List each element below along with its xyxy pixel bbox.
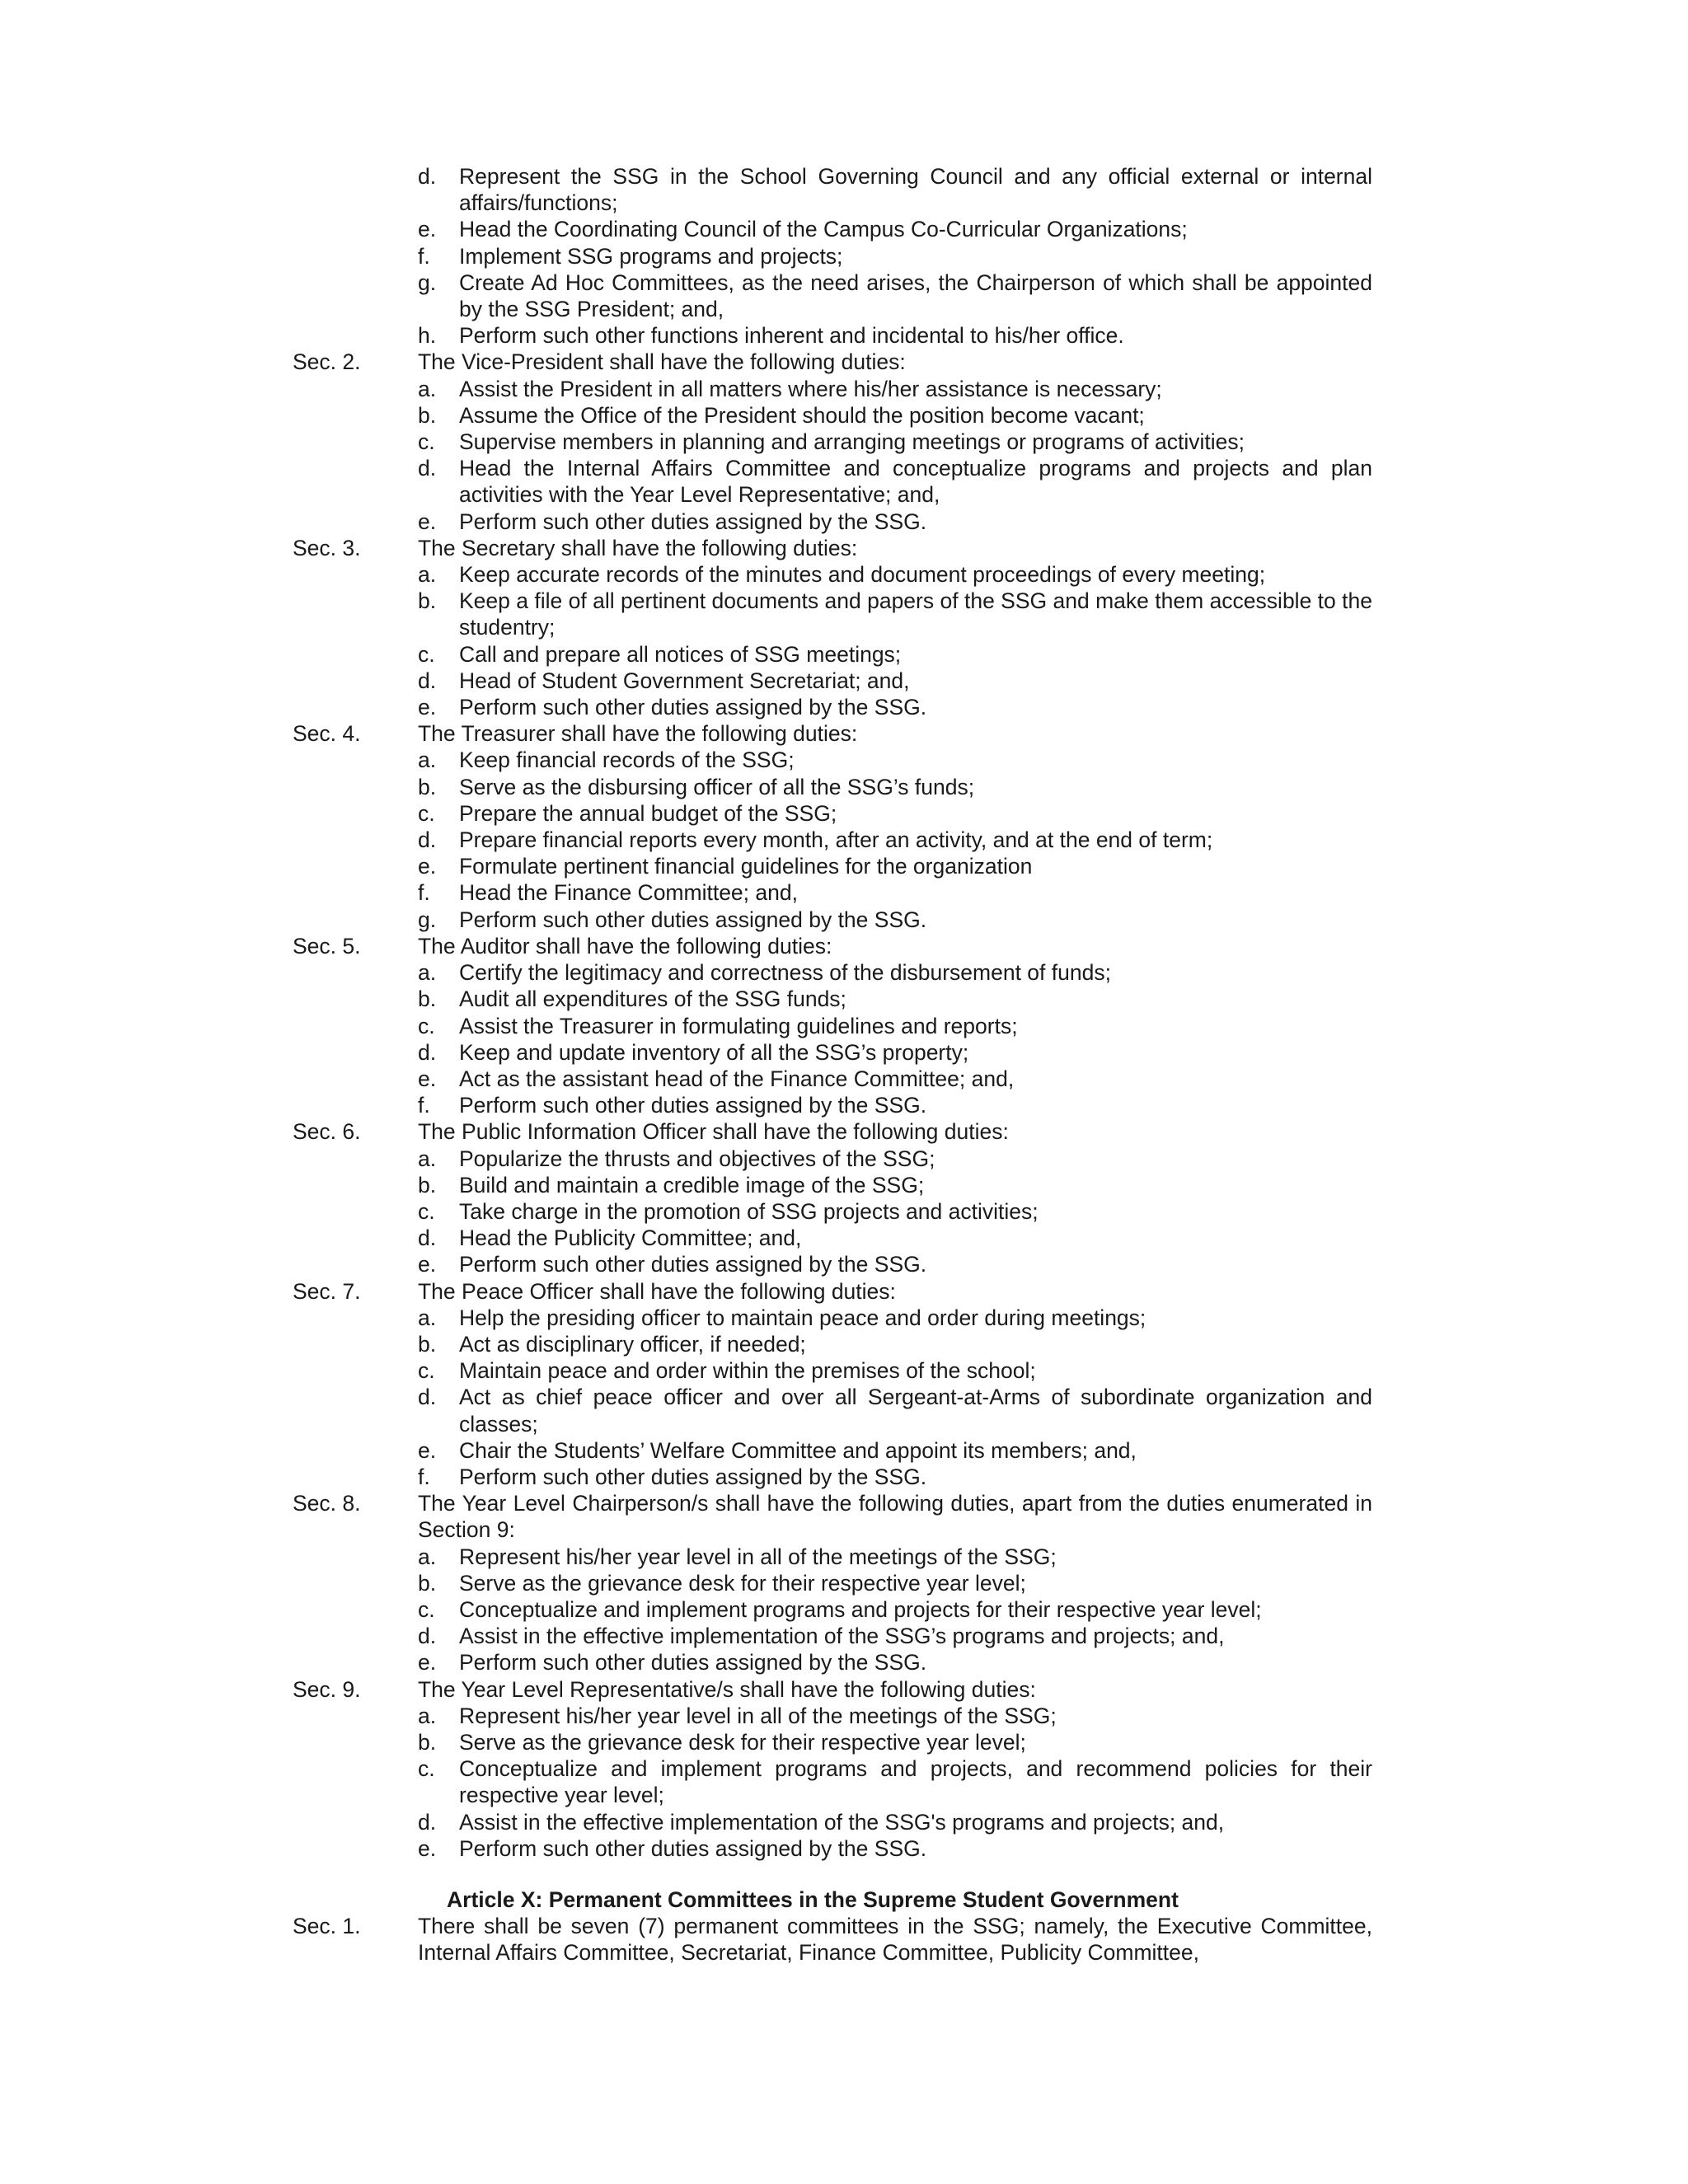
- item-letter: a.: [418, 1305, 437, 1330]
- item-text: Head the Coordinating Council of the Campus Co-Curricular Organizations;: [459, 217, 1188, 242]
- item-text: Supervise members in planning and arranging meetings or programs of activities;: [459, 429, 1245, 455]
- section-intro-text: The Vice-President shall have the following duties:: [418, 349, 906, 375]
- item-text: Perform such other duties assigned by the SSG.: [459, 695, 927, 720]
- list-item: [418, 774, 1372, 800]
- item-letter: e.: [418, 854, 437, 879]
- list-item: [418, 1146, 1372, 1172]
- item-letter: b.: [418, 774, 437, 799]
- item-text: Prepare the annual budget of the SSG;: [459, 800, 837, 826]
- list-item: [418, 1649, 1372, 1675]
- item-text: Call and prepare all notices of SSG meetings;: [459, 641, 902, 667]
- item-text: Perform such other duties assigned by the SSG.: [459, 1835, 927, 1861]
- list-item: [418, 1198, 1372, 1225]
- item-text: Head of Student Government Secretariat; and,: [459, 668, 910, 693]
- list-item: [418, 1437, 1372, 1464]
- section-items: [418, 747, 1372, 932]
- item-text: Perform such other duties assigned by the SSG.: [459, 907, 927, 932]
- item-text: Maintain peace and order within the premises of the school;: [459, 1358, 1036, 1384]
- item-text: Audit all expenditures of the SSG funds;: [459, 987, 846, 1012]
- section-intro: [293, 720, 1372, 747]
- section-items: [418, 959, 1372, 1118]
- item-letter: b.: [418, 402, 437, 428]
- list-item: [418, 1570, 1372, 1596]
- section-public-information-officer: [293, 1118, 1372, 1277]
- continuation-items: [418, 163, 1372, 349]
- list-item: [418, 588, 1372, 640]
- item-text: Keep a file of all pertinent documents and papers of the SSG and make them accessible to the studentry;: [459, 588, 1372, 640]
- list-item: [418, 561, 1372, 588]
- list-item: [418, 1703, 1372, 1729]
- section-intro: [293, 535, 1372, 561]
- list-item: [418, 1251, 1372, 1277]
- item-text: Keep accurate records of the minutes and document proceedings of every meeting;: [459, 562, 1266, 588]
- item-letter: c.: [418, 641, 435, 667]
- item-letter: d.: [418, 1624, 437, 1649]
- list-item: [418, 959, 1372, 986]
- item-letter: d.: [418, 164, 437, 189]
- section-intro-text: The Year Level Representative/s shall have the following duties:: [418, 1676, 1036, 1702]
- section-intro: [293, 1278, 1372, 1305]
- item-text: Formulate pertinent financial guidelines for the organization: [459, 854, 1033, 879]
- item-text: Perform such other duties assigned by the SSG.: [459, 1093, 927, 1118]
- item-text: Certify the legitimacy and correctness of the disbursement of funds;: [459, 960, 1111, 986]
- section-secretary: [293, 535, 1372, 720]
- item-text: Perform such other functions inherent and incidental to his/her office.: [459, 323, 1124, 349]
- item-letter: d.: [418, 1385, 437, 1410]
- item-text: Head the Internal Affairs Committee and conceptualize programs and projects and plan activities with the Year Level Representative; and,: [459, 456, 1372, 508]
- list-item: [418, 986, 1372, 1012]
- list-item: [418, 455, 1372, 508]
- item-letter: d.: [418, 1226, 437, 1251]
- section-label: Sec. 7.: [293, 1278, 361, 1304]
- list-item: [418, 879, 1372, 906]
- item-text: Head the Publicity Committee; and,: [459, 1226, 802, 1251]
- item-letter: f.: [418, 1093, 430, 1118]
- section-intro: [293, 349, 1372, 375]
- item-text: Perform such other duties assigned by the SSG.: [459, 1464, 927, 1489]
- item-text: Assist in the effective implementation of the SSG’s programs and projects; and,: [459, 1624, 1225, 1649]
- item-letter: b.: [418, 1570, 437, 1596]
- section-treasurer: [293, 720, 1372, 933]
- section-year-level-chairperson: [293, 1490, 1372, 1675]
- item-text: Conceptualize and implement programs and projects for their respective year level;: [459, 1596, 1262, 1622]
- item-letter: a.: [418, 960, 437, 986]
- list-item: [418, 668, 1372, 694]
- section-items: [418, 1305, 1372, 1490]
- list-item: [418, 402, 1372, 429]
- item-letter: d.: [418, 668, 437, 693]
- list-item: [418, 429, 1372, 455]
- section-year-level-representative: [293, 1676, 1372, 1862]
- item-letter: c.: [418, 1596, 435, 1622]
- section-label: Sec. 9.: [293, 1676, 361, 1702]
- section-items: [418, 1703, 1372, 1862]
- item-text: Perform such other duties assigned by the SSG.: [459, 509, 927, 534]
- section-label: Sec. 6.: [293, 1119, 361, 1145]
- item-text: Represent his/her year level in all of the meetings of the SSG;: [459, 1703, 1057, 1728]
- item-text: Serve as the disbursing officer of all the SSG’s funds;: [459, 774, 975, 799]
- list-item: [418, 509, 1372, 535]
- section-label: Sec. 4.: [293, 721, 361, 747]
- list-item: [418, 163, 1372, 216]
- section-intro-text: The Treasurer shall have the following duties:: [418, 721, 858, 747]
- item-text: Popularize the thrusts and objectives of the SSG;: [459, 1146, 935, 1171]
- section-label: Sec. 8.: [293, 1491, 361, 1516]
- item-letter: b.: [418, 1729, 437, 1755]
- item-text: Act as disciplinary officer, if needed;: [459, 1331, 806, 1357]
- list-item: [418, 1464, 1372, 1490]
- item-letter: e.: [418, 1066, 437, 1091]
- list-item: [418, 1809, 1372, 1835]
- item-letter: c.: [418, 1013, 435, 1038]
- item-letter: d.: [418, 827, 437, 853]
- section-intro-text: There shall be seven (7) permanent committees in the SSG; namely, the Executive Committee, Internal Affairs Committee, Secretariat, Finance Committee, Publicity Committee,: [418, 1914, 1372, 1966]
- section-items: [418, 561, 1372, 720]
- item-text: Act as chief peace officer and over all Sergeant-at-Arms of subordinate organization and classes;: [459, 1385, 1372, 1436]
- section-intro-text: The Auditor shall have the following duties:: [418, 933, 832, 958]
- list-item: [418, 641, 1372, 668]
- list-item: [418, 1544, 1372, 1570]
- item-letter: d.: [418, 456, 437, 481]
- item-letter: e.: [418, 217, 437, 242]
- list-item: [418, 376, 1372, 402]
- item-text: Perform such other duties assigned by the SSG.: [459, 1252, 927, 1277]
- item-text: Assume the Office of the President should the position become vacant;: [459, 402, 1145, 428]
- item-text: Represent his/her year level in all of the meetings of the SSG;: [459, 1544, 1057, 1569]
- item-letter: d.: [418, 1809, 437, 1835]
- item-text: Represent the SSG in the School Governing Council and any official external or internal affairs/functions;: [459, 164, 1372, 216]
- item-text: Assist the President in all matters where his/her assistance is necessary;: [459, 376, 1162, 401]
- item-text: Chair the Students’ Welfare Committee and appoint its members; and,: [459, 1437, 1137, 1463]
- list-item: [418, 1066, 1372, 1092]
- item-text: Take charge in the promotion of SSG projects and activities;: [459, 1198, 1039, 1224]
- list-item: [418, 1357, 1372, 1384]
- list-item: [418, 1225, 1372, 1251]
- list-item: [418, 800, 1372, 827]
- item-letter: b.: [418, 987, 437, 1012]
- item-letter: d.: [418, 1039, 437, 1065]
- item-text: Assist the Treasurer in formulating guidelines and reports;: [459, 1013, 1018, 1038]
- item-text: Serve as the grievance desk for their respective year level;: [459, 1570, 1026, 1596]
- item-letter: g.: [418, 907, 437, 932]
- item-letter: a.: [418, 1544, 437, 1569]
- list-item: [418, 1384, 1372, 1436]
- section-intro: [293, 1676, 1372, 1703]
- section-items: [418, 1146, 1372, 1278]
- section-intro: [293, 1913, 1372, 1966]
- item-letter: c.: [418, 1358, 435, 1384]
- section-peace-officer: [293, 1278, 1372, 1491]
- item-text: Serve as the grievance desk for their respective year level;: [459, 1729, 1026, 1755]
- list-item: [418, 243, 1372, 269]
- item-letter: e.: [418, 1650, 437, 1675]
- item-letter: b.: [418, 1331, 437, 1357]
- list-item: [418, 1835, 1372, 1862]
- section-items: [418, 376, 1372, 535]
- list-item: [418, 853, 1372, 879]
- item-letter: b.: [418, 588, 437, 614]
- item-letter: c.: [418, 1198, 435, 1224]
- item-text: Keep financial records of the SSG;: [459, 748, 795, 773]
- section-intro-text: The Year Level Chairperson/s shall have the following duties, apart from the duties enumerated in Section 9:: [418, 1491, 1372, 1543]
- document-body: [293, 163, 1372, 1966]
- section-label: Sec. 3.: [293, 535, 361, 560]
- item-letter: b.: [418, 1172, 437, 1197]
- section-label: Sec. 2.: [293, 349, 361, 375]
- item-text: Assist in the effective implementation of the SSG's programs and projects; and,: [459, 1809, 1225, 1835]
- item-letter: e.: [418, 695, 437, 720]
- section-intro: [293, 1118, 1372, 1145]
- item-text: Perform such other duties assigned by the SSG.: [459, 1650, 927, 1675]
- section-items: [418, 1544, 1372, 1676]
- list-item: [418, 1013, 1372, 1039]
- item-text: Implement SSG programs and projects;: [459, 243, 843, 269]
- list-item: [418, 1623, 1372, 1649]
- list-item: [418, 827, 1372, 853]
- list-item: [418, 747, 1372, 773]
- section-vice-president: [293, 349, 1372, 534]
- section-intro: [293, 1490, 1372, 1543]
- item-text: Head the Finance Committee; and,: [459, 880, 798, 906]
- section-auditor: [293, 933, 1372, 1118]
- list-item: [418, 1596, 1372, 1623]
- section-intro-text: The Peace Officer shall have the following duties:: [418, 1278, 896, 1304]
- item-letter: a.: [418, 748, 437, 773]
- list-item: [418, 1755, 1372, 1808]
- list-item: [418, 216, 1372, 242]
- item-letter: e.: [418, 509, 437, 534]
- item-letter: e.: [418, 1835, 437, 1861]
- item-text: Act as the assistant head of the Finance Committee; and,: [459, 1066, 1015, 1091]
- item-letter: f.: [418, 243, 430, 269]
- item-text: Conceptualize and implement programs and projects, and recommend policies for their respective year level;: [459, 1756, 1372, 1808]
- list-item: [418, 1039, 1372, 1066]
- item-letter: a.: [418, 1146, 437, 1171]
- item-letter: g.: [418, 269, 437, 295]
- section-intro-text: The Secretary shall have the following duties:: [418, 535, 858, 560]
- item-letter: a.: [418, 1703, 437, 1728]
- list-item: [418, 322, 1372, 349]
- list-item: [418, 907, 1372, 933]
- item-text: Create Ad Hoc Committees, as the need arises, the Chairperson of which shall be appointed by the SSG President; and,: [459, 269, 1372, 322]
- list-item: [418, 1729, 1372, 1755]
- item-letter: e.: [418, 1437, 437, 1463]
- item-text: Prepare financial reports every month, after an activity, and at the end of term;: [459, 827, 1213, 853]
- item-letter: f.: [418, 880, 430, 906]
- item-text: Build and maintain a credible image of the SSG;: [459, 1172, 925, 1197]
- section-intro-text: The Public Information Officer shall have the following duties:: [418, 1119, 1009, 1145]
- list-item: [418, 1092, 1372, 1118]
- item-letter: c.: [418, 800, 435, 826]
- item-letter: e.: [418, 1252, 437, 1277]
- section-permanent-committees: [293, 1913, 1372, 1966]
- article-heading: Article X: Permanent Committees in the Supreme Student Government: [447, 1887, 1179, 1912]
- section-label: Sec. 5.: [293, 933, 361, 958]
- list-item: [418, 694, 1372, 720]
- list-item: [418, 1305, 1372, 1331]
- section-intro: [293, 933, 1372, 959]
- item-letter: h.: [418, 323, 437, 349]
- item-letter: f.: [418, 1464, 430, 1489]
- list-item: [418, 1331, 1372, 1357]
- item-text: Help the presiding officer to maintain peace and order during meetings;: [459, 1305, 1146, 1330]
- list-item: [418, 269, 1372, 322]
- list-item: [418, 1172, 1372, 1198]
- item-letter: c.: [418, 1756, 435, 1782]
- item-letter: a.: [418, 562, 437, 588]
- item-letter: c.: [418, 429, 435, 455]
- section-label: Sec. 1.: [293, 1914, 361, 1939]
- item-letter: a.: [418, 376, 437, 401]
- item-text: Keep and update inventory of all the SSG’s property;: [459, 1039, 969, 1065]
